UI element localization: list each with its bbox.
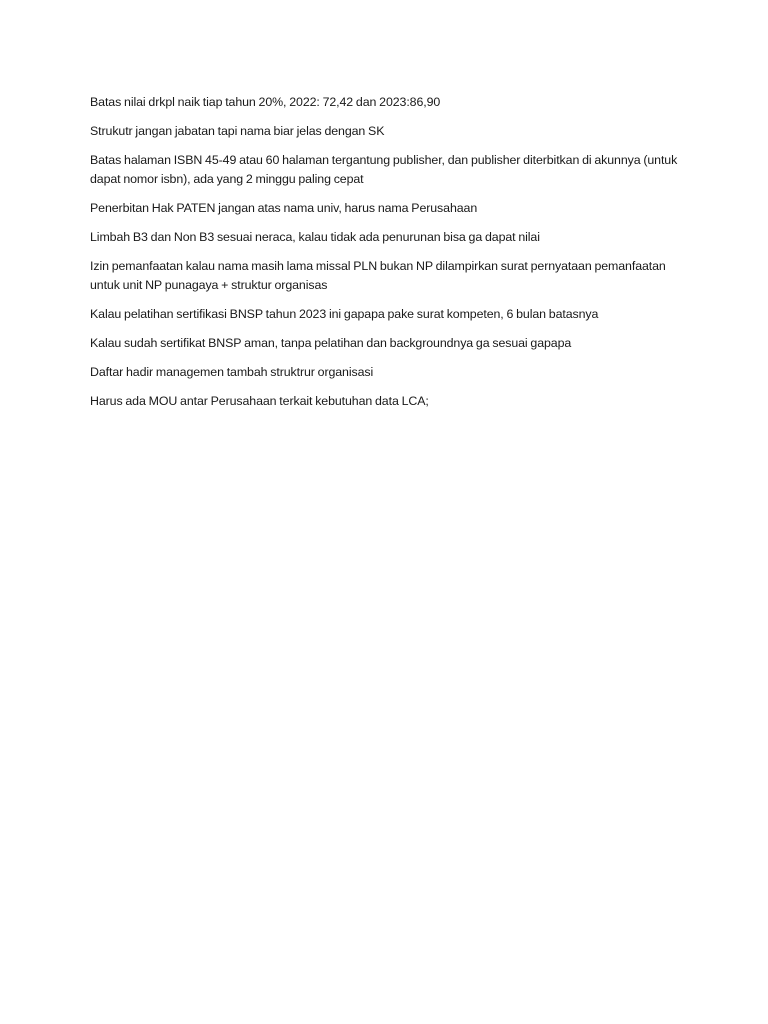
document-body	[90, 93, 680, 421]
note-paragraph: Limbah B3 dan Non B3 sesuai neraca, kalau tidak ada penurunan bisa ga dapat nilai	[90, 230, 540, 244]
note-paragraph: Kalau pelatihan sertifikasi BNSP tahun 2023 ini gapapa pake surat kompeten, 6 bulan batasnya	[90, 307, 599, 321]
note-paragraph: Izin pemanfaatan kalau nama masih lama missal PLN bukan NP dilampirkan surat pernyataan pemanfaatan untuk unit NP punagaya + struktur organisas	[90, 259, 666, 292]
note-paragraph: Batas nilai drkpl naik tiap tahun 20%, 2022: 72,42 dan 2023:86,90	[90, 95, 441, 109]
note-paragraph: Daftar hadir managemen tambah struktrur organisasi	[90, 365, 374, 379]
note-paragraph: Penerbitan Hak PATEN jangan atas nama univ, harus nama Perusahaan	[90, 201, 478, 215]
note-paragraph: Strukutr jangan jabatan tapi nama biar jelas dengan SK	[90, 124, 385, 138]
note-paragraph: Batas halaman ISBN 45-49 atau 60 halaman tergantung publisher, dan publisher diterbitkan di akunnya (untuk dapat nomor isbn), ada yang 2 minggu paling cepat	[90, 153, 678, 186]
note-paragraph: Harus ada MOU antar Perusahaan terkait kebutuhan data LCA;	[90, 394, 429, 408]
note-paragraph: Kalau sudah sertifikat BNSP aman, tanpa pelatihan dan backgroundnya ga sesuai gapapa	[90, 336, 572, 350]
